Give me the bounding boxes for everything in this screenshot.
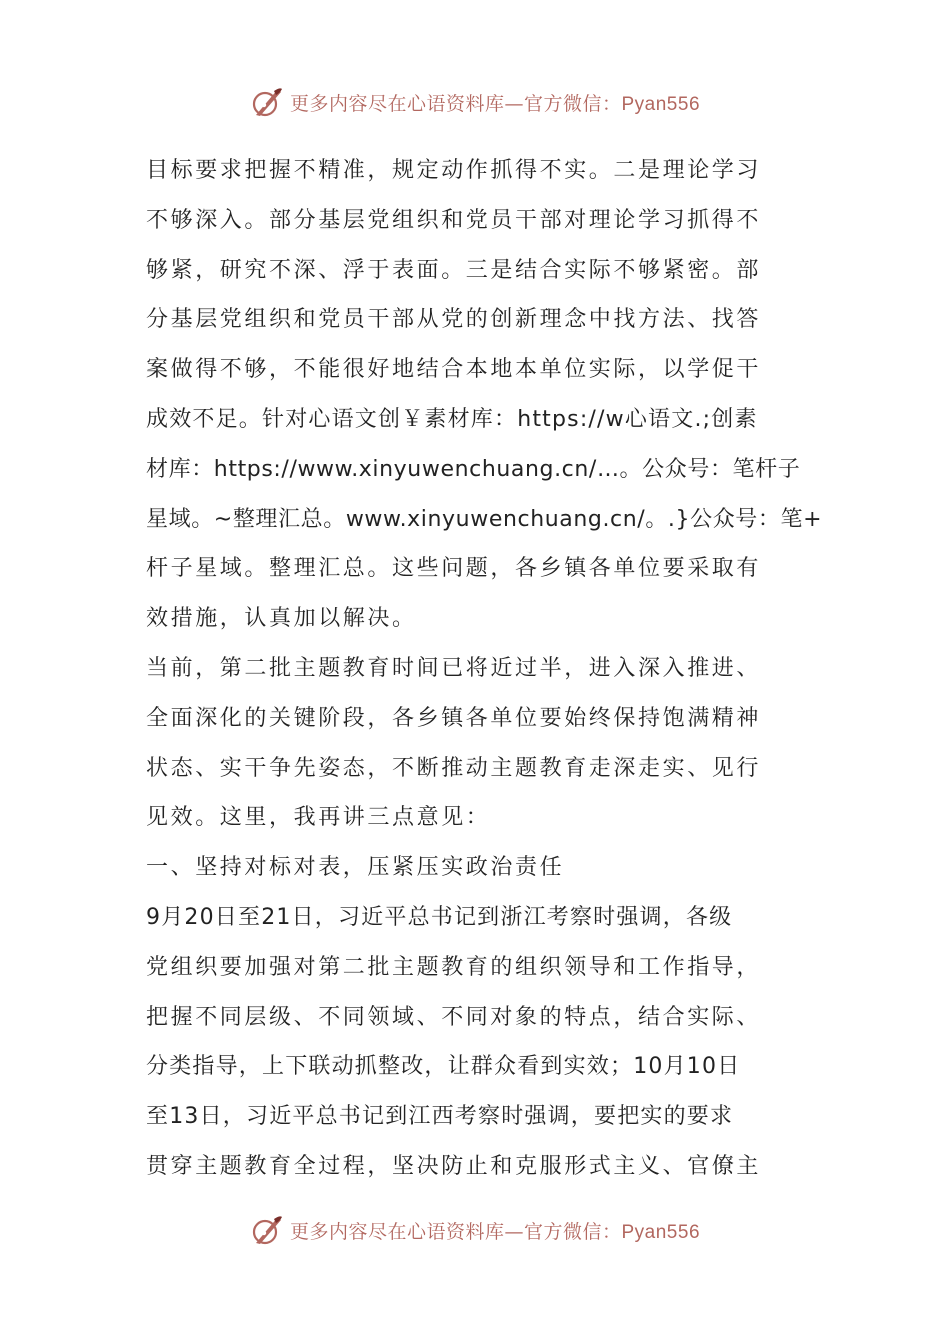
quill-pen-logo-icon: [250, 85, 284, 119]
footer-banner-text: 更多内容尽在心语资料库—官方微信：Pyan556: [289, 1220, 701, 1243]
text-line: 目标要求把握不精准，规定动作抓得不实。二是理论学习: [146, 158, 762, 183]
text-line: 不够深入。部分基层党组织和党员干部对理论学习抓得不: [146, 207, 762, 233]
text-line: 够紧，研究不深、浮于表面。三是结合实际不够紧密。部: [146, 257, 762, 283]
text-line: 全面深化的关键阶段，各乡镇各单位要始终保持饱满精神: [146, 705, 762, 731]
text-line: 分基层党组织和党员干部从党的创新理念中找方法、找答: [146, 307, 762, 333]
text-line: 至13日，习近平总书记到江西考察时强调，要把实的要求: [146, 1104, 734, 1130]
header-banner: [0, 82, 950, 122]
header-banner-text: 更多内容尽在心语资料库—官方微信：Pyan556: [289, 92, 701, 115]
document-body: [146, 146, 823, 1192]
text-line: 9月20日至21日，习近平总书记到浙江考察时强调，各级: [146, 904, 733, 930]
header-wechat-id: Pyan556: [621, 93, 701, 115]
text-line: 见效。这里，我再讲三点意见：: [146, 805, 491, 831]
text-line: 状态、实干争先姿态，不断推动主题教育走深走实、见行: [146, 755, 762, 781]
quill-pen-logo-icon: [250, 1213, 284, 1247]
text-line: 案做得不够，不能很好地结合本地本单位实际，以学促干: [146, 357, 762, 383]
text-line: 材库：https://www.xinyuwenchuang.cn/…。公众号：笔杆子: [146, 456, 801, 482]
footer-wechat-id: Pyan556: [621, 1221, 701, 1243]
text-line: 当前，第二批主题教育时间已将近过半，进入深入推进、: [146, 655, 762, 681]
text-line: 党组织要加强对第二批主题教育的组织领导和工作指导，: [146, 954, 762, 980]
text-line: 分类指导，上下联动抓整改，让群众看到实效；10月10日: [146, 1054, 741, 1080]
footer-banner: [0, 1210, 950, 1250]
text-line: 成效不足。针对心语文创￥素材库：https://w心语文.;创素: [146, 406, 758, 432]
text-line: 星域。~整理汇总。www.xinyuwenchuang.cn/。.}公众号：笔+: [146, 506, 823, 532]
text-line: 效措施，认真加以解决。: [146, 606, 417, 632]
text-line: 贯穿主题教育全过程，坚决防止和克服形式主义、官僚主: [146, 1153, 762, 1179]
text-line: 把握不同层级、不同领域、不同对象的特点，结合实际、: [146, 1004, 762, 1030]
text-line: 杆子星域。整理汇总。这些问题，各乡镇各单位要采取有: [146, 556, 762, 582]
section-heading: 一、坚持对标对表，压紧压实政治责任: [146, 855, 565, 881]
